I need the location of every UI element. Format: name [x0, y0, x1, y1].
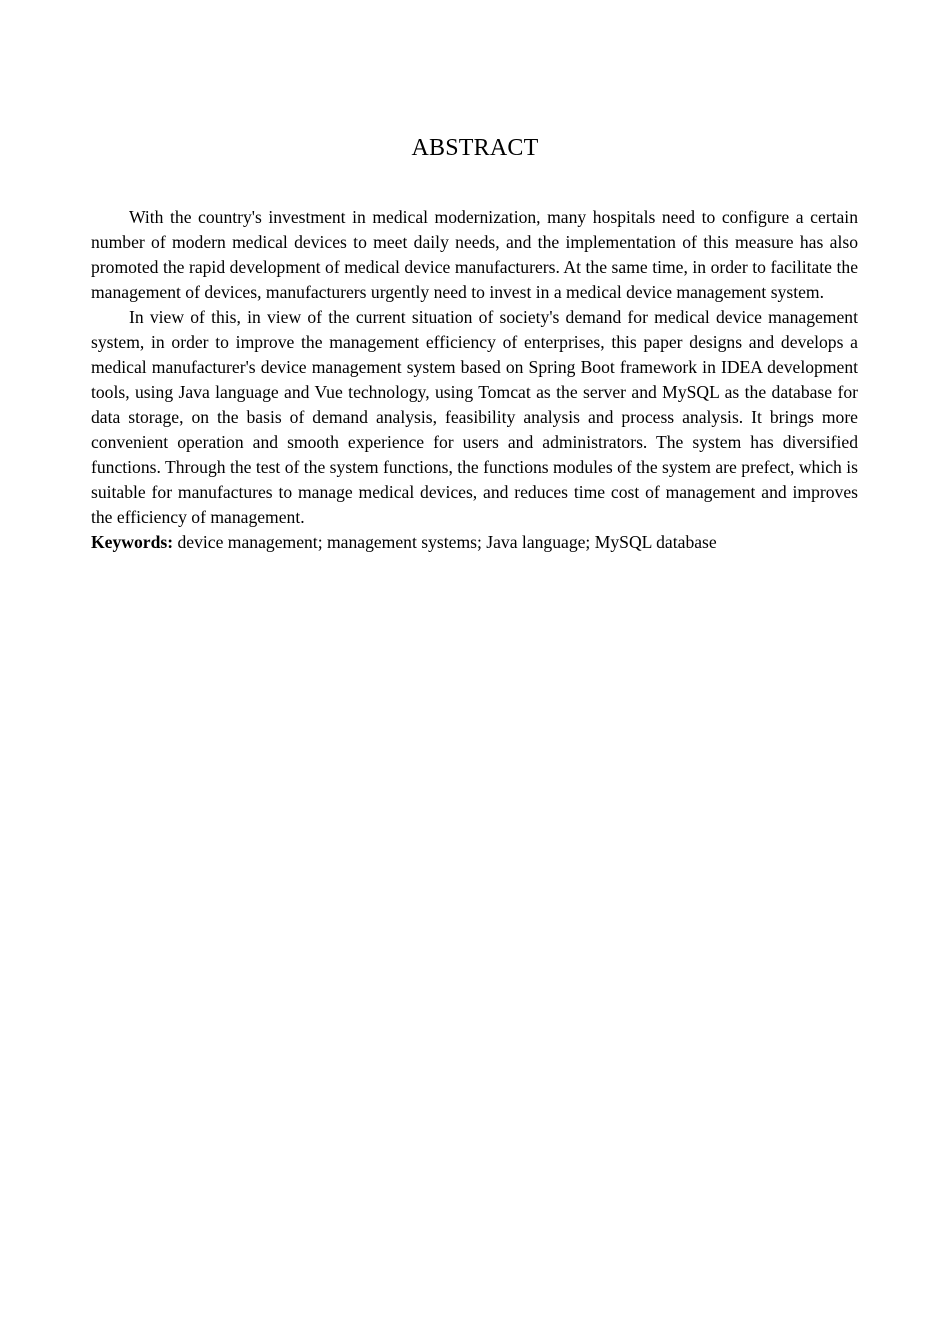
keywords-text: device management; management systems; Java language; MySQL database	[177, 532, 717, 552]
keywords-line	[91, 530, 858, 555]
abstract-title: ABSTRACT	[411, 135, 539, 161]
abstract-paragraph-2: In view of this, in view of the current situation of society's demand for medical device management system, in order to improve the management efficiency of enterprises, this paper designs and develops a medical manufacturer's device management system based on Spring Boot framework in IDEA development tools, using Java language and Vue technology, using Tomcat as the server and MySQL as the database for data storage, on the basis of demand analysis, feasibility analysis and process analysis. It brings more convenient operation and smooth experience for users and administrators. The system has diversified functions. Through the test of the system functions, the functions modules of the system are prefect, which is suitable for manufactures to manage medical devices, and reduces time cost of management and improves the efficiency of management.	[91, 307, 858, 527]
abstract-body	[91, 205, 858, 555]
abstract-paragraph-1: With the country's investment in medical modernization, many hospitals need to configure a certain number of modern medical devices to meet daily needs, and the implementation of this measure has also promoted the rapid development of medical device manufacturers. At the same time, in order to facilitate the management of devices, manufacturers urgently need to invest in a medical device management system.	[91, 207, 858, 302]
keywords-label: Keywords:	[91, 532, 174, 552]
